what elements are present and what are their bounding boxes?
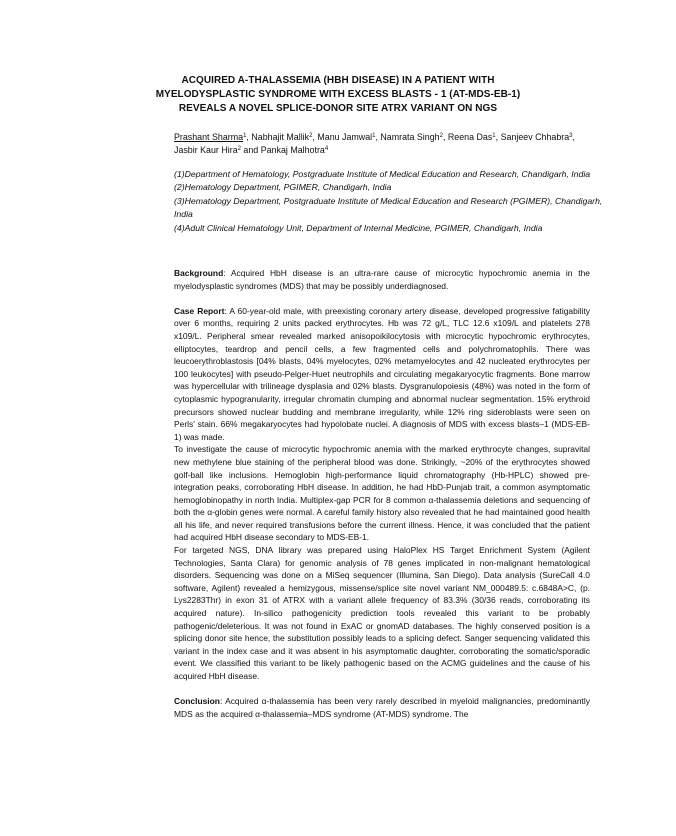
author [380,132,447,142]
author [448,132,501,142]
author-affiliation-mark: 2 [309,133,313,139]
author [174,145,261,155]
section-text: : Acquired α-thalassemia has been very rarely described in myeloid malignancies, predominantly MDS as the acquired α-thalassemia–MDS syndrome (AT-MDS) syndrome. The [174,696,590,719]
author-separator: , [572,132,575,142]
author-name: Prashant Sharma [174,132,244,142]
author-affiliation-mark: 4 [324,146,329,152]
author [174,132,251,142]
section-heading: Background [174,268,224,278]
author-separator: , [495,132,501,142]
author-name: Nabhajit Mallik [251,132,310,142]
author-name: Pankaj Malhotra [260,145,325,155]
author-separator: and [240,145,261,155]
section-heading: Case Report [174,305,225,316]
author-affiliation-mark: 2 [237,146,241,152]
author-separator: , [375,132,381,142]
section-text: : A 60-year-old male, with preexisting coronary artery disease, developed progressive fatigability over 6 months, requiring 2 units packed erythrocytes. Hb was 72 g/L, TLC 12.6 x109/L and platelets 278 x109/L. Peripheral smear revealed marked anisopoikilocytosis with microcytic hypochromic erythrocytes, elliptocytes, teardrop and pencil cells, a few fragmented cells and polychromatophils. There was leucoerythroblastosis [04% blasts, 04% myelocytes, 02% metamyelocytes and 42 nucleated erythrocytes per 100 leukocytes] with pseudo-Pelger-Huet neutrophils and circulating megakaryocytic fragments. Bone marrow was hypercellular with trilineage dysplasia and 02% blasts. Dysgranulopoiesis (48%) was noted in the form of cytoplasmic hypogranularity, irregular chromatin clumping and abnormal nuclear segmentation. 15% erythroid precursors showed nuclear budding and membrane irregularity, while 12% ring sideroblasts were seen on Perls' stain. 66% megakaryocytes had hypolobate nuclei. A diagnosis of MDS with excess blasts–1 (MDS-EB-1) was made. [174,305,591,442]
author-separator: , [312,132,318,142]
background-section [174,267,590,292]
author-list [174,131,604,157]
author-separator: , [246,132,252,142]
author-name: Reena Das [447,132,493,142]
author-affiliation-mark: 1 [243,133,247,139]
affiliation: (3)Hematology Department, Postgraduate Institute of Medical Education and Research (PGIMER), Chandigarh, India [174,195,603,220]
case-report-section [174,305,590,444]
author-name: Sanjeev Chhabra [500,132,570,142]
author-name: Jasbir Kaur Hira [174,145,238,155]
author-affiliation-mark: 2 [439,133,443,139]
affiliation: (1)Department of Hematology, Postgraduate Institute of Medical Education and Research, Chandigarh, India [174,169,591,179]
author [317,132,380,142]
affiliation: (4)Adult Clinical Hematology Unit, Department of Internal Medicine, PGIMER, Chandigarh, India [174,222,543,233]
paragraph: To investigate the cause of microcytic hypochromic anemia with the marked erythrocyte changes, supravital new methylene blue staining of the peripheral blood was done. Strikingly, ~20% of the erythrocytes showed golf-ball like inclusions. Hemoglobin high-performance liquid chromatography (Hb-HPLC) showed pre-integration peaks, corroborating HbH disease. In addition, he had HbD-Punjab trait, a common asymptomatic hemoglobinopathy in north India. Multiplex-gap PCR for 8 common α-thalassemia deletions and sequencing of both the α-globin genes were normal. A careful family history also revealed that he had maintained good health all his life, and never required transfusions before the current illness. Hence, it was concluded that the patient had acquired HbH disease secondary to MDS-EB-1. [174,444,590,543]
author [251,132,317,142]
paper-title: ACQUIRED A-THALASSEMIA (HBH DISEASE) IN A PATIENT WITH MYELODYSPLASTIC SYNDROME WITH EXCESS BLASTS - 1 (AT-MDS-EB-1) REVEALS A NOVEL SPLICE-DONOR SITE ATRX VARIANT ON NGS [155,75,521,114]
affiliation-list [174,168,604,235]
paragraph: For targeted NGS, DNA library was prepared using HaloPlex HS Target Enrichment System (Agilent Technologies, Santa Clara) for genomic analysis of 78 genes implicated in non-malignant hematological disorders. Sequencing was done on a MiSeq sequencer (Illumina, San Diego). Data analysis (SureCall 4.0 software, Agilent) revealed a hemizygous, missense/splice site novel variant NM_000489.5: c.6848A>C, (p. Lys2283Thr) in exon 31 of ATRX with a variant allele frequency of 83.3% (30/36 reads, corroborating its acquired nature). In-silico pathogenicity prediction tools revealed this variant to be probably pathogenic/deleterious. It was not found in ExAC or gnomAD databases. The highly conserved position is a splicing donor site hence, the substitution possibly leads to a splicing defect. Sanger sequencing validated this variant in the index case and it was absent in his asymptomatic daughter, corroborating the somatic/sporadic event. We classified this variant to be likely pathogenic based on the ACMG guidelines and the cause of his acquired HbH disease. [174,545,590,681]
conclusion-section [174,695,590,720]
section-heading: Conclusion [174,696,220,707]
author-affiliation-mark: 1 [372,133,376,139]
author-separator: , [442,132,448,142]
section-text: : Acquired HbH disease is an ultra-rare cause of microcytic hypochromic anemia in the myelodysplastic syndromes (MDS) that may be possibly underdiagnosed. [174,268,590,291]
author [261,145,328,155]
author-affiliation-mark: 1 [492,133,496,139]
author-name: Namrata Singh [380,132,440,142]
author-affiliation-mark: 3 [569,133,573,139]
author-name: Manu Jamwal [317,132,373,142]
abstract-body [174,267,590,720]
author [501,132,575,142]
affiliation: (2)Hematology Department, PGIMER, Chandigarh, India [174,182,392,193]
